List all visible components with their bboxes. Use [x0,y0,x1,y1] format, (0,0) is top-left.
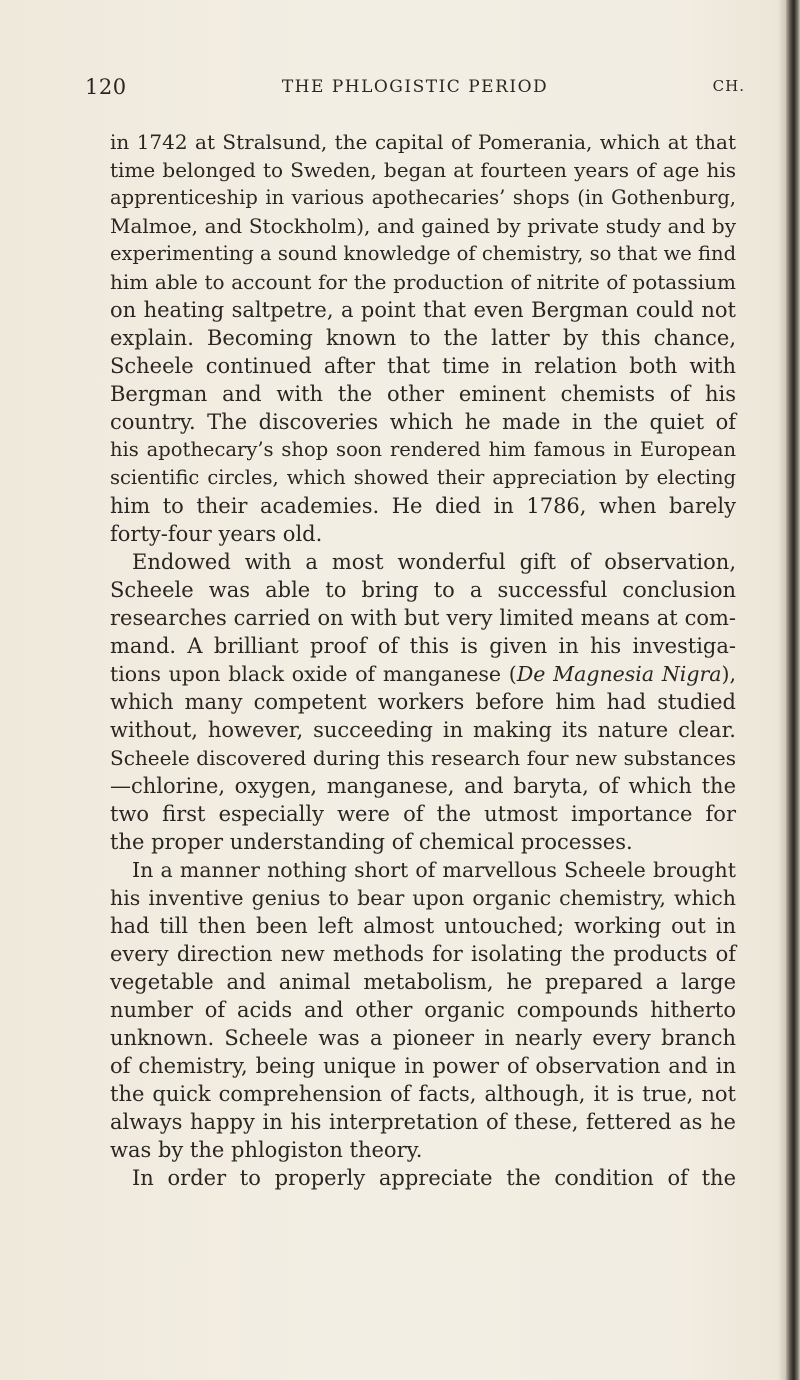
text-line: vegetable and animal metabolism, he prepared a large [110,970,736,994]
text-line: tions upon black oxide of manganese (De Magnesia Nigra), [110,662,736,686]
text-line: of chemistry, being unique in power of observation and in [110,1054,736,1078]
text-line: in 1742 at Stralsund, the capital of Pomerania, which at that [110,130,736,154]
text-line: apprenticeship in various apothecaries’ shops (in Gothenburg, [110,186,736,209]
text-line: had till then been left almost untouched; working out in [110,914,736,938]
text-line: —chlorine, oxygen, manganese, and baryta, of which the [110,774,736,798]
text-line: Endowed with a most wonderful gift of observation, [132,550,736,574]
text-line: researches carried on with but very limited means at com- [110,606,736,630]
text-line: him to their academies. He died in 1786, when barely [110,494,736,518]
text-line: explain. Becoming known to the latter by this chance, [110,326,736,350]
chapter-abbreviation: CH. [712,77,745,95]
text-line: Scheele was able to bring to a successful conclusion [110,578,736,602]
text-line: scientific circles, which showed their appreciation by electing [110,466,736,489]
page-header [85,75,745,105]
text-line: two first especially were of the utmost importance for [110,802,736,826]
body-text [110,128,736,1192]
text-line: the proper understanding of chemical processes. [110,830,633,854]
text-line: number of acids and other organic compounds hitherto [110,998,736,1022]
text-line: without, however, succeeding in making its nature clear. [110,718,736,742]
running-title: THE PHLOGISTIC PERIOD [281,77,549,97]
text-line: every direction new methods for isolating the products of [110,942,736,966]
binding-edge [786,0,800,1380]
text-line: the quick comprehension of facts, although, it is true, not [110,1082,736,1106]
text-line: country. The discoveries which he made in the quiet of [110,410,736,434]
text-line: his inventive genius to bear upon organic chemistry, which [110,886,736,910]
text-line: mand. A brilliant proof of this is given in his investiga- [110,634,736,658]
text-line: which many competent workers before him had studied [110,690,736,714]
text-line: forty-four years old. [110,522,323,546]
text-line: always happy in his interpretation of these, fettered as he [110,1110,736,1134]
italic-title: De Magnesia Nigra [516,662,722,686]
text-line: Malmoe, and Stockholm), and gained by private study and by [110,214,736,238]
text-line: Scheele continued after that time in relation both with [110,354,736,378]
text-line: unknown. Scheele was a pioneer in nearly every branch [110,1026,736,1050]
text-line: Bergman and with the other eminent chemists of his [110,382,736,406]
text-line: time belonged to Sweden, began at fourteen years of age his [110,158,736,182]
page-number: 120 [85,75,127,99]
text-line: on heating saltpetre, a point that even Bergman could not [110,298,736,322]
text-line: In a manner nothing short of marvellous Scheele brought [132,858,736,882]
text-line: was by the phlogiston theory. [110,1138,423,1162]
text-line: his apothecary’s shop soon rendered him famous in European [110,438,736,461]
text-line: him able to account for the production of nitrite of potassium [110,270,736,294]
text-line: In order to properly appreciate the condition of the [132,1166,736,1190]
text-line: experimenting a sound knowledge of chemistry, so that we find [110,242,737,265]
page-edge-shadow [778,0,786,1380]
text-line: Scheele discovered during this research four new substances [110,746,736,770]
